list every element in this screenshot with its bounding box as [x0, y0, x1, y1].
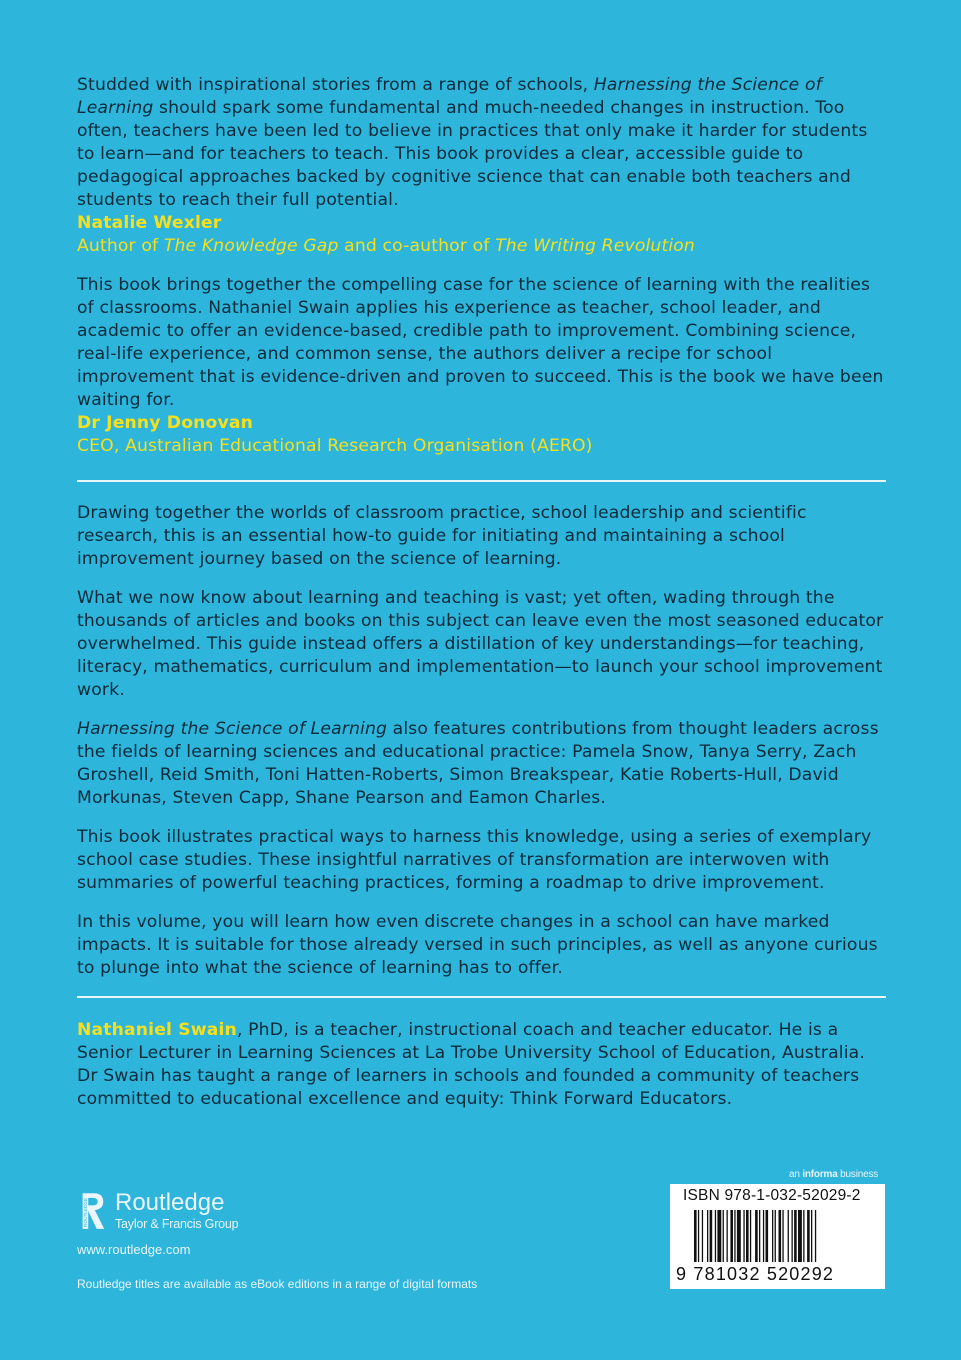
barcode-bar: [702, 1210, 703, 1262]
italic-title: The Knowledge Gap: [163, 236, 339, 256]
logo-text: [115, 1190, 238, 1232]
routledge-logo: [77, 1188, 238, 1234]
praise-name: Natalie Wexler: [77, 213, 222, 233]
publisher-group: Taylor & Francis Group: [115, 1217, 239, 1231]
text-run: In this volume, you will learn how even discrete changes in a school can have marked impacts. It is suitable for those already versed in such principles, as well as anyone curious to plunge into what the science of learning has to offer.: [77, 912, 878, 978]
barcode-bar: [788, 1210, 789, 1262]
text-run: Studded with inspirational stories from a range of schools,: [77, 75, 594, 95]
text-run: This book illustrates practical ways to harness this knowledge, using a series of exemplary school case studies. These insightful narratives of transformation are interwoven with summaries of powerful teaching practices, forming a roadmap to drive improvement.: [77, 827, 872, 893]
italic-title: Harnessing the Science of Learning: [77, 719, 388, 739]
author-bio: [77, 1019, 889, 1111]
author-bio-text: , PhD, is a teacher, instructional coach and teacher educator. He is a Senior Lecturer in Learning Sciences at La Trobe University School of Education, Australia. Dr Swain has taught a range of learners in schools and founded a community of teachers committed to educational excellence and equity: Think Forward Educators.: [77, 1020, 865, 1109]
author-name: Nathaniel Swain: [77, 1020, 237, 1040]
barcode-bar: [759, 1210, 760, 1262]
praise-role: [77, 235, 889, 258]
divider-bottom: [77, 996, 886, 998]
isbn-label: ISBN 978-1-032-52029-2: [683, 1187, 861, 1204]
description-paragraph: [77, 587, 889, 702]
text-run: and co-author of: [338, 236, 496, 256]
italic-title: The Writing Revolution: [495, 236, 695, 256]
text-run: also features contributions from thought leaders across the fields of learning sciences and educational practice: Pamela Snow, Tanya Serry, Zach Groshell, Reid Smith, Toni Hatten-Roberts, Simon Breakspear, Katie Roberts-Hull, David Morkunas, Steven Capp, Shane Pearson and Eamon Charles.: [77, 719, 879, 808]
barcode-bar: [779, 1210, 782, 1262]
barcode-bar: [798, 1210, 802, 1262]
barcode-bar: [715, 1210, 716, 1262]
barcode-bar: [775, 1210, 776, 1262]
informa-brand: informa: [802, 1169, 838, 1180]
barcode-bar: [717, 1210, 721, 1262]
description-paragraph: [77, 826, 889, 895]
barcode-bar: [811, 1210, 812, 1262]
praise-section: [77, 74, 889, 458]
logo-vertical-text: ROUTLEDGE: [82, 1197, 88, 1227]
barcode-bar: [807, 1210, 810, 1262]
ebook-note: Routledge titles are available as eBook editions in a range of digital formats: [77, 1277, 478, 1291]
praise-role: [77, 435, 889, 458]
description-paragraph: [77, 718, 889, 810]
praise-quote: [77, 74, 889, 212]
barcode-bar: [743, 1210, 744, 1262]
publisher-url[interactable]: www.routledge.com: [77, 1242, 191, 1257]
barcode-bar: [750, 1210, 751, 1262]
description-paragraph: [77, 911, 889, 980]
text-run: CEO, Australian Educational Research Organisation (AERO): [77, 436, 593, 456]
barcode-bar: [755, 1210, 758, 1262]
routledge-r-icon: [77, 1188, 107, 1234]
barcode-bar: [815, 1210, 816, 1262]
text-run: What we now know about learning and teaching is vast; yet often, wading through the thousands of articles and books on this subject can leave even the most seasoned educator overwhelmed. This guide instead offers a distillation of key understandings—for teaching, literacy, mathematics, curriculum and implementation—to launch your school improvement work.: [77, 588, 884, 700]
text-run: Author of: [77, 236, 164, 256]
barcode-bar: [694, 1210, 697, 1262]
barcode-bar: [772, 1210, 773, 1262]
barcode-bars: [694, 1210, 862, 1262]
barcode-box: [670, 1184, 885, 1289]
barcode-bar: [730, 1210, 733, 1262]
barcode-bar: [766, 1210, 769, 1262]
publisher-block: [77, 1188, 238, 1257]
barcode-bar: [763, 1210, 764, 1262]
barcode-bar: [734, 1210, 735, 1262]
barcode-bar: [707, 1210, 708, 1262]
barcode-bar: [698, 1210, 699, 1262]
description-paragraph: [77, 502, 889, 571]
publisher-name: Routledge: [115, 1189, 225, 1216]
barcode-bar: [710, 1210, 713, 1262]
barcode-digits: 9 781032 520292: [676, 1264, 835, 1284]
divider-top: [77, 480, 886, 482]
barcode-bar: [746, 1210, 749, 1262]
barcode-bar: [803, 1210, 804, 1262]
informa-note: an informa business: [789, 1169, 879, 1180]
italic-title: Harnessing the Science of Learning: [77, 75, 822, 118]
barcode-bar: [792, 1210, 793, 1262]
barcode-bar: [727, 1210, 728, 1262]
praise-name: Dr Jenny Donovan: [77, 413, 253, 433]
praise-quote: [77, 274, 889, 412]
barcode-bar: [794, 1210, 797, 1262]
barcode-bar: [723, 1210, 724, 1262]
text-run: should spark some fundamental and much-needed changes in instruction. Too often, teachers have been led to believe in practices that only make it harder for students to learn—and for teachers to teach. This book provides a clear, accessible guide to pedagogical approaches backed by cognitive science that can enable both teachers and students to reach their full potential.: [77, 98, 868, 210]
barcode-bar: [782, 1210, 783, 1262]
back-cover-content: [77, 74, 889, 1111]
text-run: This book brings together the compelling case for the science of learning with the realities of classrooms. Nathaniel Swain applies his experience as teacher, school leader, and academic to offer an evidence-based, credible path to improvement. Combining science, real-life experience, and common sense, the authors deliver a recipe for school improvement that is evidence-driven and proven to succeed. This is the book we have been waiting for.: [77, 275, 884, 410]
spacer: [77, 258, 889, 274]
description-section: [77, 502, 889, 980]
text-run: Drawing together the worlds of classroom practice, school leadership and scientific research, this is an essential how-to guide for initiating and maintaining a school improvement journey based on the science of learning.: [77, 503, 807, 569]
barcode-bar: [737, 1210, 741, 1262]
